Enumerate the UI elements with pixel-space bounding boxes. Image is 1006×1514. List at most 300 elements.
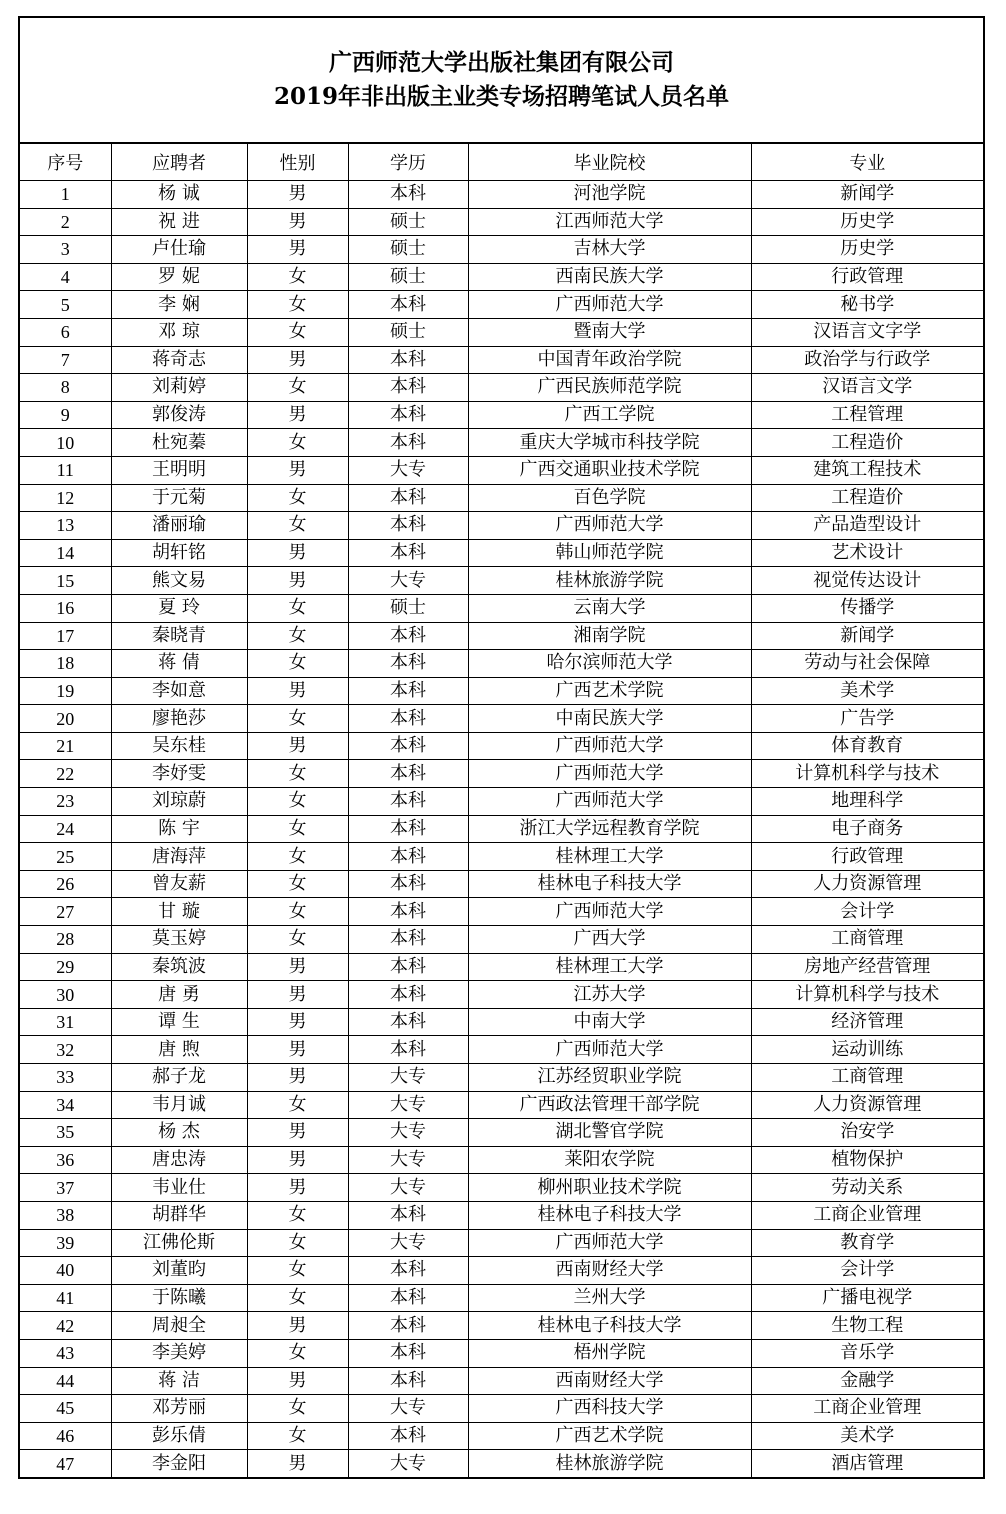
cell-degree: 硕士 — [348, 263, 468, 291]
cell-applicant: 潘丽瑜 — [111, 512, 247, 540]
cell-index: 10 — [20, 429, 111, 457]
cell-applicant: 王明明 — [111, 456, 247, 484]
cell-school: 广西民族师范学院 — [468, 374, 751, 402]
cell-applicant: 杨 杰 — [111, 1119, 247, 1147]
cell-gender: 男 — [247, 181, 348, 209]
cell-school: 桂林旅游学院 — [468, 567, 751, 595]
cell-index: 44 — [20, 1367, 111, 1395]
cell-degree: 本科 — [348, 843, 468, 871]
cell-applicant: 胡群华 — [111, 1201, 247, 1229]
cell-gender: 女 — [247, 843, 348, 871]
cell-applicant: 于元菊 — [111, 484, 247, 512]
cell-major: 金融学 — [751, 1367, 983, 1395]
cell-index: 14 — [20, 539, 111, 567]
cell-index: 40 — [20, 1257, 111, 1285]
cell-degree: 本科 — [348, 1036, 468, 1064]
cell-gender: 女 — [247, 815, 348, 843]
cell-school: 百色学院 — [468, 484, 751, 512]
cell-applicant: 廖艳莎 — [111, 705, 247, 733]
cell-major: 艺术设计 — [751, 539, 983, 567]
cell-index: 26 — [20, 870, 111, 898]
cell-applicant: 熊文易 — [111, 567, 247, 595]
table-row — [20, 429, 983, 457]
cell-degree: 本科 — [348, 374, 468, 402]
cell-major: 建筑工程技术 — [751, 456, 983, 484]
cell-degree: 大专 — [348, 1450, 468, 1477]
cell-applicant: 韦月诚 — [111, 1091, 247, 1119]
cell-school: 广西艺术学院 — [468, 1422, 751, 1450]
cell-degree: 本科 — [348, 953, 468, 981]
cell-degree: 硕士 — [348, 236, 468, 264]
table-row — [20, 291, 983, 319]
table-row — [20, 401, 983, 429]
cell-degree: 本科 — [348, 870, 468, 898]
cell-applicant: 李 娴 — [111, 291, 247, 319]
cell-degree: 本科 — [348, 1367, 468, 1395]
cell-school: 西南财经大学 — [468, 1257, 751, 1285]
cell-applicant: 谭 生 — [111, 1008, 247, 1036]
cell-index: 11 — [20, 456, 111, 484]
cell-major: 新闻学 — [751, 622, 983, 650]
cell-school: 广西师范大学 — [468, 1036, 751, 1064]
header-major: 专业 — [751, 144, 983, 181]
cell-applicant: 罗 妮 — [111, 263, 247, 291]
cell-degree: 大专 — [348, 456, 468, 484]
cell-applicant: 李如意 — [111, 677, 247, 705]
cell-school: 广西师范大学 — [468, 512, 751, 540]
cell-index: 41 — [20, 1284, 111, 1312]
cell-degree: 本科 — [348, 926, 468, 954]
cell-school: 桂林电子科技大学 — [468, 870, 751, 898]
cell-degree: 硕士 — [348, 318, 468, 346]
cell-gender: 女 — [247, 318, 348, 346]
cell-degree: 本科 — [348, 788, 468, 816]
cell-degree: 本科 — [348, 291, 468, 319]
table-row — [20, 236, 983, 264]
cell-degree: 大专 — [348, 1064, 468, 1092]
cell-index: 16 — [20, 594, 111, 622]
table-row — [20, 1201, 983, 1229]
cell-gender: 女 — [247, 1201, 348, 1229]
table-row — [20, 650, 983, 678]
cell-index: 33 — [20, 1064, 111, 1092]
cell-gender: 女 — [247, 291, 348, 319]
cell-index: 5 — [20, 291, 111, 319]
cell-degree: 大专 — [348, 1146, 468, 1174]
table-row — [20, 208, 983, 236]
cell-applicant: 秦晓青 — [111, 622, 247, 650]
cell-index: 29 — [20, 953, 111, 981]
candidate-table — [20, 144, 983, 1477]
cell-gender: 男 — [247, 346, 348, 374]
cell-gender: 男 — [247, 1036, 348, 1064]
cell-degree: 本科 — [348, 732, 468, 760]
cell-gender: 男 — [247, 236, 348, 264]
cell-index: 6 — [20, 318, 111, 346]
cell-index: 46 — [20, 1422, 111, 1450]
cell-major: 植物保护 — [751, 1146, 983, 1174]
cell-degree: 本科 — [348, 1422, 468, 1450]
cell-school: 韩山师范学院 — [468, 539, 751, 567]
cell-major: 行政管理 — [751, 263, 983, 291]
cell-gender: 女 — [247, 926, 348, 954]
organization-title: 广西师范大学出版社集团有限公司 — [329, 49, 674, 76]
cell-degree: 大专 — [348, 1091, 468, 1119]
table-row — [20, 1312, 983, 1340]
cell-school: 桂林电子科技大学 — [468, 1312, 751, 1340]
cell-applicant: 刘董昀 — [111, 1257, 247, 1285]
cell-major: 教育学 — [751, 1229, 983, 1257]
cell-applicant: 刘琼蔚 — [111, 788, 247, 816]
cell-gender: 女 — [247, 1091, 348, 1119]
cell-degree: 本科 — [348, 181, 468, 209]
cell-degree: 本科 — [348, 898, 468, 926]
cell-gender: 男 — [247, 981, 348, 1009]
cell-applicant: 李金阳 — [111, 1450, 247, 1477]
cell-applicant: 唐海萍 — [111, 843, 247, 871]
cell-degree: 本科 — [348, 705, 468, 733]
cell-degree: 本科 — [348, 484, 468, 512]
cell-school: 河池学院 — [468, 181, 751, 209]
cell-gender: 男 — [247, 1312, 348, 1340]
cell-school: 湖北警官学院 — [468, 1119, 751, 1147]
table-row — [20, 732, 983, 760]
cell-applicant: 邓 琼 — [111, 318, 247, 346]
table-row — [20, 705, 983, 733]
header-index: 序号 — [20, 144, 111, 181]
cell-major: 人力资源管理 — [751, 1091, 983, 1119]
cell-gender: 男 — [247, 1008, 348, 1036]
cell-school: 浙江大学远程教育学院 — [468, 815, 751, 843]
cell-applicant: 卢仕瑜 — [111, 236, 247, 264]
cell-index: 34 — [20, 1091, 111, 1119]
cell-major: 治安学 — [751, 1119, 983, 1147]
cell-major: 广告学 — [751, 705, 983, 733]
cell-major: 地理科学 — [751, 788, 983, 816]
cell-index: 37 — [20, 1174, 111, 1202]
cell-applicant: 韦业仕 — [111, 1174, 247, 1202]
cell-school: 广西交通职业技术学院 — [468, 456, 751, 484]
cell-major: 电子商务 — [751, 815, 983, 843]
cell-school: 中南民族大学 — [468, 705, 751, 733]
table-row — [20, 263, 983, 291]
cell-applicant: 吴东桂 — [111, 732, 247, 760]
cell-applicant: 江佛伦斯 — [111, 1229, 247, 1257]
cell-index: 21 — [20, 732, 111, 760]
cell-gender: 男 — [247, 401, 348, 429]
cell-major: 美术学 — [751, 1422, 983, 1450]
cell-index: 18 — [20, 650, 111, 678]
table-row — [20, 484, 983, 512]
title-block — [20, 18, 983, 144]
cell-index: 28 — [20, 926, 111, 954]
cell-index: 2 — [20, 208, 111, 236]
table-row — [20, 1146, 983, 1174]
cell-major: 劳动与社会保障 — [751, 650, 983, 678]
cell-applicant: 彭乐倩 — [111, 1422, 247, 1450]
cell-school: 江苏经贸职业学院 — [468, 1064, 751, 1092]
cell-degree: 本科 — [348, 539, 468, 567]
cell-degree: 本科 — [348, 677, 468, 705]
cell-index: 20 — [20, 705, 111, 733]
cell-gender: 男 — [247, 567, 348, 595]
table-row — [20, 567, 983, 595]
cell-index: 22 — [20, 760, 111, 788]
cell-applicant: 唐忠涛 — [111, 1146, 247, 1174]
cell-index: 27 — [20, 898, 111, 926]
table-row — [20, 1174, 983, 1202]
cell-major: 行政管理 — [751, 843, 983, 871]
table-row — [20, 1036, 983, 1064]
candidate-list-sheet — [18, 16, 985, 1479]
cell-major: 广播电视学 — [751, 1284, 983, 1312]
table-row — [20, 870, 983, 898]
cell-school: 中国青年政治学院 — [468, 346, 751, 374]
cell-gender: 女 — [247, 650, 348, 678]
cell-major: 工商企业管理 — [751, 1395, 983, 1423]
cell-school: 柳州职业技术学院 — [468, 1174, 751, 1202]
cell-degree: 本科 — [348, 401, 468, 429]
table-row — [20, 346, 983, 374]
cell-applicant: 李美婷 — [111, 1339, 247, 1367]
cell-applicant: 邓芳丽 — [111, 1395, 247, 1423]
cell-major: 产品造型设计 — [751, 512, 983, 540]
table-row — [20, 1284, 983, 1312]
cell-gender: 男 — [247, 208, 348, 236]
cell-gender: 女 — [247, 263, 348, 291]
header-school: 毕业院校 — [468, 144, 751, 181]
cell-gender: 女 — [247, 594, 348, 622]
cell-applicant: 秦筑波 — [111, 953, 247, 981]
cell-index: 39 — [20, 1229, 111, 1257]
cell-school: 桂林电子科技大学 — [468, 1201, 751, 1229]
cell-gender: 女 — [247, 1257, 348, 1285]
cell-school: 广西工学院 — [468, 401, 751, 429]
cell-school: 广西大学 — [468, 926, 751, 954]
cell-index: 36 — [20, 1146, 111, 1174]
cell-degree: 硕士 — [348, 208, 468, 236]
table-row — [20, 1257, 983, 1285]
cell-applicant: 蒋 洁 — [111, 1367, 247, 1395]
cell-applicant: 刘莉婷 — [111, 374, 247, 402]
cell-applicant: 曾友薪 — [111, 870, 247, 898]
cell-school: 桂林理工大学 — [468, 843, 751, 871]
cell-index: 4 — [20, 263, 111, 291]
cell-applicant: 郭俊涛 — [111, 401, 247, 429]
table-row — [20, 843, 983, 871]
cell-degree: 本科 — [348, 512, 468, 540]
cell-major: 会计学 — [751, 898, 983, 926]
cell-school: 广西艺术学院 — [468, 677, 751, 705]
cell-gender: 女 — [247, 1339, 348, 1367]
cell-major: 新闻学 — [751, 181, 983, 209]
cell-school: 广西师范大学 — [468, 788, 751, 816]
cell-index: 7 — [20, 346, 111, 374]
cell-major: 酒店管理 — [751, 1450, 983, 1477]
cell-gender: 男 — [247, 732, 348, 760]
cell-school: 西南财经大学 — [468, 1367, 751, 1395]
table-row — [20, 1064, 983, 1092]
cell-school: 中南大学 — [468, 1008, 751, 1036]
cell-index: 45 — [20, 1395, 111, 1423]
cell-school: 江苏大学 — [468, 981, 751, 1009]
cell-gender: 女 — [247, 760, 348, 788]
cell-major: 工商管理 — [751, 926, 983, 954]
cell-degree: 本科 — [348, 346, 468, 374]
cell-major: 计算机科学与技术 — [751, 981, 983, 1009]
cell-major: 美术学 — [751, 677, 983, 705]
cell-degree: 大专 — [348, 1119, 468, 1147]
cell-applicant: 李妤雯 — [111, 760, 247, 788]
list-title: 2019年非出版主业类专场招聘笔试人员名单 — [273, 83, 729, 110]
cell-applicant: 郝子龙 — [111, 1064, 247, 1092]
table-row — [20, 1091, 983, 1119]
cell-index: 23 — [20, 788, 111, 816]
cell-gender: 女 — [247, 429, 348, 457]
table-row — [20, 181, 983, 209]
cell-gender: 女 — [247, 484, 348, 512]
cell-major: 政治学与行政学 — [751, 346, 983, 374]
header-applicant: 应聘者 — [111, 144, 247, 181]
table-row — [20, 512, 983, 540]
cell-school: 梧州学院 — [468, 1339, 751, 1367]
cell-school: 湘南学院 — [468, 622, 751, 650]
cell-gender: 女 — [247, 1395, 348, 1423]
cell-major: 人力资源管理 — [751, 870, 983, 898]
cell-major: 工商管理 — [751, 1064, 983, 1092]
cell-school: 广西师范大学 — [468, 1229, 751, 1257]
cell-degree: 本科 — [348, 650, 468, 678]
cell-degree: 大专 — [348, 1395, 468, 1423]
cell-gender: 女 — [247, 898, 348, 926]
cell-school: 广西师范大学 — [468, 760, 751, 788]
table-row — [20, 318, 983, 346]
cell-index: 19 — [20, 677, 111, 705]
cell-school: 兰州大学 — [468, 1284, 751, 1312]
table-row — [20, 1008, 983, 1036]
cell-index: 8 — [20, 374, 111, 402]
cell-gender: 女 — [247, 1229, 348, 1257]
cell-degree: 本科 — [348, 1284, 468, 1312]
cell-gender: 男 — [247, 1174, 348, 1202]
cell-major: 工程造价 — [751, 429, 983, 457]
cell-major: 生物工程 — [751, 1312, 983, 1340]
cell-major: 音乐学 — [751, 1339, 983, 1367]
cell-applicant: 周昶全 — [111, 1312, 247, 1340]
cell-gender: 男 — [247, 953, 348, 981]
cell-school: 云南大学 — [468, 594, 751, 622]
cell-applicant: 祝 进 — [111, 208, 247, 236]
cell-index: 9 — [20, 401, 111, 429]
cell-applicant: 甘 璇 — [111, 898, 247, 926]
cell-gender: 女 — [247, 870, 348, 898]
cell-index: 35 — [20, 1119, 111, 1147]
cell-major: 会计学 — [751, 1257, 983, 1285]
cell-school: 广西政法管理干部学院 — [468, 1091, 751, 1119]
cell-school: 暨南大学 — [468, 318, 751, 346]
cell-index: 31 — [20, 1008, 111, 1036]
cell-gender: 女 — [247, 1284, 348, 1312]
cell-degree: 大专 — [348, 1229, 468, 1257]
cell-applicant: 莫玉婷 — [111, 926, 247, 954]
cell-degree: 本科 — [348, 1257, 468, 1285]
table-row — [20, 898, 983, 926]
table-row — [20, 677, 983, 705]
cell-major: 工程管理 — [751, 401, 983, 429]
cell-index: 15 — [20, 567, 111, 595]
cell-gender: 女 — [247, 1422, 348, 1450]
cell-school: 哈尔滨师范大学 — [468, 650, 751, 678]
cell-index: 12 — [20, 484, 111, 512]
cell-index: 42 — [20, 1312, 111, 1340]
cell-degree: 本科 — [348, 1339, 468, 1367]
cell-major: 工商企业管理 — [751, 1201, 983, 1229]
table-row — [20, 1422, 983, 1450]
cell-gender: 男 — [247, 539, 348, 567]
cell-degree: 本科 — [348, 1312, 468, 1340]
table-row — [20, 594, 983, 622]
table-row — [20, 456, 983, 484]
table-row — [20, 539, 983, 567]
table-row — [20, 788, 983, 816]
cell-applicant: 陈 宇 — [111, 815, 247, 843]
cell-gender: 男 — [247, 1146, 348, 1174]
cell-major: 工程造价 — [751, 484, 983, 512]
cell-school: 桂林旅游学院 — [468, 1450, 751, 1477]
cell-index: 43 — [20, 1339, 111, 1367]
header-degree: 学历 — [348, 144, 468, 181]
cell-degree: 本科 — [348, 1008, 468, 1036]
cell-major: 汉语言文字学 — [751, 318, 983, 346]
table-body — [20, 181, 983, 1477]
cell-index: 13 — [20, 512, 111, 540]
cell-index: 3 — [20, 236, 111, 264]
cell-school: 重庆大学城市科技学院 — [468, 429, 751, 457]
cell-major: 房地产经营管理 — [751, 953, 983, 981]
cell-major: 计算机科学与技术 — [751, 760, 983, 788]
cell-school: 广西师范大学 — [468, 898, 751, 926]
cell-major: 秘书学 — [751, 291, 983, 319]
cell-major: 汉语言文学 — [751, 374, 983, 402]
header-gender: 性别 — [247, 144, 348, 181]
cell-school: 吉林大学 — [468, 236, 751, 264]
cell-gender: 男 — [247, 677, 348, 705]
cell-gender: 男 — [247, 1064, 348, 1092]
cell-major: 视觉传达设计 — [751, 567, 983, 595]
table-row — [20, 622, 983, 650]
cell-degree: 大专 — [348, 567, 468, 595]
cell-school: 莱阳农学院 — [468, 1146, 751, 1174]
cell-applicant: 夏 玲 — [111, 594, 247, 622]
table-row — [20, 981, 983, 1009]
cell-gender: 女 — [247, 705, 348, 733]
table-row — [20, 1395, 983, 1423]
cell-gender: 男 — [247, 1119, 348, 1147]
table-row — [20, 953, 983, 981]
cell-index: 25 — [20, 843, 111, 871]
cell-index: 17 — [20, 622, 111, 650]
table-row — [20, 1450, 983, 1477]
table-row — [20, 1229, 983, 1257]
cell-major: 历史学 — [751, 236, 983, 264]
cell-gender: 女 — [247, 622, 348, 650]
cell-applicant: 唐 煦 — [111, 1036, 247, 1064]
cell-index: 1 — [20, 181, 111, 209]
cell-applicant: 蒋 倩 — [111, 650, 247, 678]
cell-gender: 男 — [247, 456, 348, 484]
cell-degree: 本科 — [348, 429, 468, 457]
cell-school: 桂林理工大学 — [468, 953, 751, 981]
